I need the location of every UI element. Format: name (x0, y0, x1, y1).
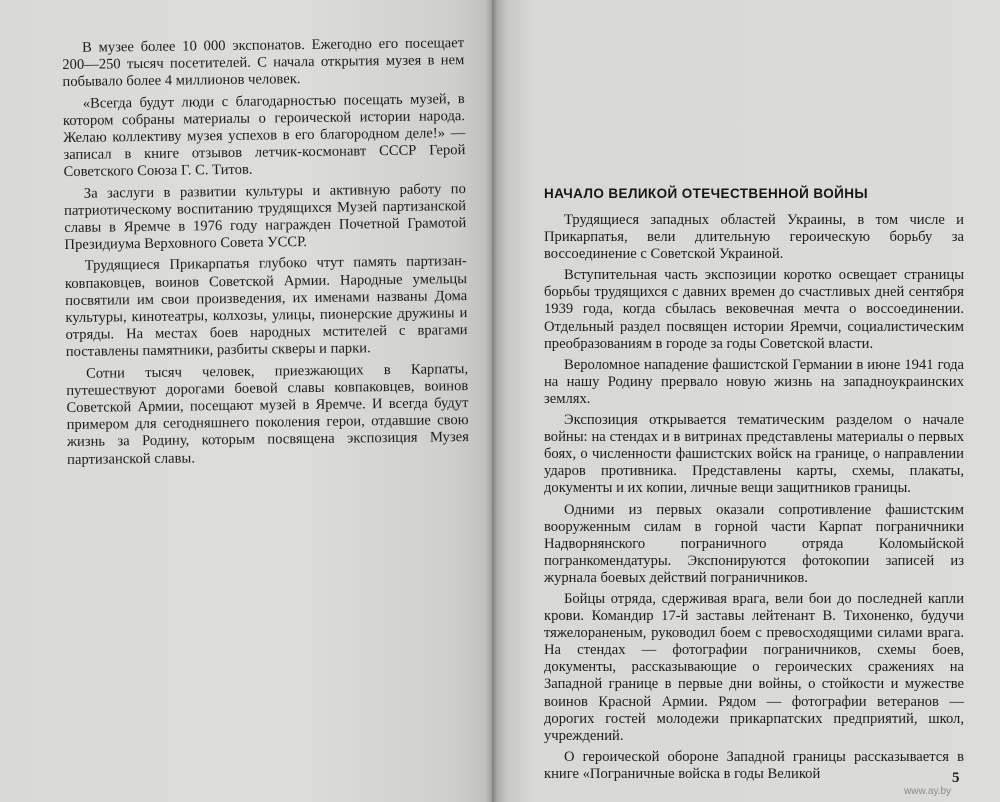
right-page-text (544, 212, 964, 787)
left-page-text (62, 35, 469, 473)
right-paragraph-7: О героической обороне Западной границы рассказывается в книге «Пограничные войска в годы Великой (544, 748, 964, 782)
book-gutter (486, 0, 498, 802)
right-page (492, 0, 1000, 802)
left-paragraph-3: За заслуги в развитии культуры и активную работу по патриотическому воспитанию трудящихся Музей партизанской славы в Яремче в 1976 году награжден Почетной Грамотой Президиума Верховного Совета УССР. (63, 180, 467, 254)
left-paragraph-1: В музее более 10 000 экспонатов. Ежегодно его посещает 200—250 тысяч посетителей. С начала открытия музея в нем побывало более 4 миллионов человек. (62, 35, 465, 91)
left-paragraph-5: Сотни тысяч человек, приезжающих в Карпаты, путешествуют дорогами боевой славы ковпаковцев, воинов Советской Армии, посещают музей в Яремче. И всегда будут примером для сегодняшнего поколения герои, отдавшие свою жизнь за Родину, которым посвящена экспозиция Музея партизанской славы. (66, 360, 469, 468)
left-paragraph-2: «Всегда будут люди с благодарностью посещать музей, в котором собраны материалы о героической истории народа. Желаю коллективу музея успехов в его благородном деле!» — записал в книге отзывов летчик-космонавт СССР Герой Советского Союза Г. С. Титов. (62, 90, 466, 181)
right-paragraph-1: Трудящиеся западных областей Украины, в том числе и Прикарпатья, вели длительную героическую борьбу за воссоединение с Советской Украиной. (544, 212, 964, 263)
right-paragraph-6: Бойцы отряда, сдерживая врага, вели бои до последней капли крови. Командир 17-й заставы лейтенант В. Тихоненко, будучи тяжелораненым, руководил боем с превосходящими силами врага. На стендах — фотографии пограничников, схемы боев, документы, рассказывающие о героических сражениях на Западной границе в первые дни войны, о стойкости и мужестве воинов Красной Армии. Рядом — фотографии ветеранов — дорогих гостей молодежи прикарпатских предприятий, школ, учреждений. (544, 590, 964, 744)
watermark: www.ay.by (904, 786, 952, 797)
left-paragraph-4: Трудящиеся Прикарпатья глубоко чтут память партизан-ковпаковцев, воинов Советской Армии. Народные умельцы посвятили им свои произведения, их именами названы Дома культуры, кинотеатры, колхозы, улицы, пионерские дружины и отряды. На местах боев народных мстителей с врагами поставлены памятники, разбиты скверы и парки. (64, 253, 468, 361)
right-paragraph-4: Экспозиция открывается тематическим разделом о начале войны: на стендах и в витринах представлены материалы о первых боях, о численности фашистских войск на границе, о направлении ударов противника. Представлены карты, схемы, плакаты, документы и их копии, личные вещи защитников границы. (544, 412, 964, 497)
right-paragraph-3: Вероломное нападение фашистской Германии в июне 1941 года на нашу Родину прервало новую жизнь на западноукраинских землях. (544, 356, 964, 407)
right-paragraph-2: Вступительная часть экспозиции коротко освещает страницы борьбы трудящихся с давних времен до счастливых дней сентября 1939 года, когда сбылась вековечная мечта о воссоединении. Отдельный раздел посвящен истории Яремчи, социалистическим преобразованиям в городе за годы Советской власти. (544, 267, 964, 352)
left-page (0, 0, 492, 802)
section-heading: НАЧАЛО ВЕЛИКОЙ ОТЕЧЕСТВЕННОЙ ВОЙНЫ (544, 186, 869, 201)
right-paragraph-5: Одними из первых оказали сопротивление фашистским вооруженным силам в горной части Карпат пограничники Надворнянского пограничного отряда Коломыйской погранкомендатуры. Экспонируются фотокопии записей из журнала боевых действий пограничников. (544, 501, 964, 586)
page-number: 5 (952, 770, 960, 786)
